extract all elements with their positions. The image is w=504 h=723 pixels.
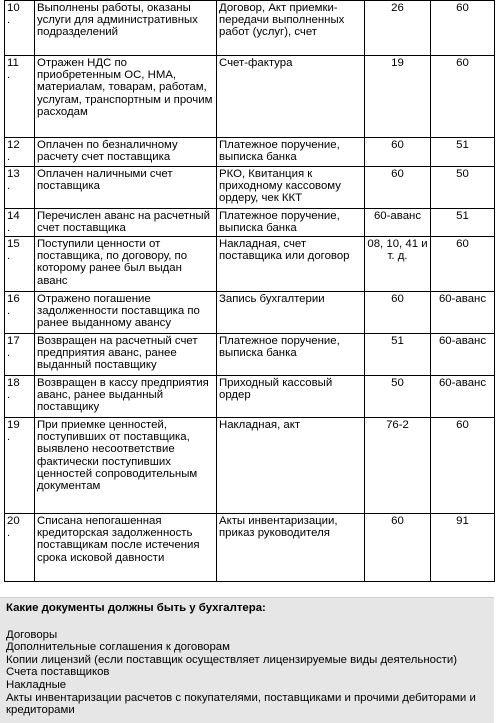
required-documents-list <box>6 629 490 717</box>
source-document: Платежное поручение, выписка банка <box>217 138 365 167</box>
row-number: 10 . <box>5 1 35 56</box>
operation-description: Оплачен наличными счет поставщика <box>35 167 217 209</box>
source-document: Счет-фактура <box>217 56 365 138</box>
operation-description: При приемке ценностей, поступивших от поставщика, выявлено несоответствие фактически поступивших ценностей сопроводительным документам <box>35 418 217 514</box>
operation-description: Отражен НДС по приобретенным ОС, НМА, материалам, товарам, работам, услугам, транспортным и прочим расходам <box>35 56 217 138</box>
credit-account: 60-аванс <box>431 334 495 376</box>
source-document: РКО, Квитанция к приходному кассовому ордеру, чек ККТ <box>217 167 365 209</box>
list-item: Счета поставщиков <box>6 666 110 679</box>
row-number: 15 . <box>5 237 35 292</box>
source-document: Запись бухгалтерии <box>217 292 365 334</box>
credit-account: 60 <box>431 1 495 56</box>
table-row <box>5 167 495 209</box>
required-documents-heading: Какие документы должны быть у бухгалтера: <box>6 602 266 614</box>
table-row <box>5 1 495 56</box>
debit-account: 60 <box>365 138 431 167</box>
row-number: 16 . <box>5 292 35 334</box>
table-row <box>5 376 495 418</box>
row-number: 13 . <box>5 167 35 209</box>
list-item: Накладные <box>6 678 67 691</box>
table-row <box>5 237 495 292</box>
row-number: 11 . <box>5 56 35 138</box>
operation-description: Возвращен в кассу предприятия аванс, ранее выданный поставщику <box>35 376 217 418</box>
credit-account: 91 <box>431 514 495 582</box>
debit-account: 19 <box>365 56 431 138</box>
debit-account: 08, 10, 41 и т. д. <box>365 237 431 292</box>
source-document: Платежное поручение, выписка банка <box>217 334 365 376</box>
list-item: Дополнительные соглашения к договорам <box>6 641 230 654</box>
credit-account: 51 <box>431 209 495 237</box>
operation-description: Списана непогашенная кредиторская задолженность поставщикам после истечения срока исковой давности <box>35 514 217 582</box>
row-number: 12 . <box>5 138 35 167</box>
credit-account: 60 <box>431 237 495 292</box>
row-number: 20 . <box>5 514 35 582</box>
debit-account: 60-аванс <box>365 209 431 237</box>
debit-account: 26 <box>365 1 431 56</box>
source-document: Акты инвентаризации, приказ руководителя <box>217 514 365 582</box>
list-item: Договоры <box>6 628 58 641</box>
operation-description: Перечислен аванс на расчетный счет поставщика <box>35 209 217 237</box>
debit-account: 50 <box>365 376 431 418</box>
required-documents-box <box>0 597 494 723</box>
list-item: Копии лицензий (если поставщик осуществляет лицензируемые виды деятельности) <box>6 653 458 666</box>
table-row <box>5 292 495 334</box>
accounting-entries-table <box>4 0 495 582</box>
operation-description: Оплачен по безналичному расчету счет поставщика <box>35 138 217 167</box>
source-document: Платежное поручение, выписка банка <box>217 209 365 237</box>
credit-account: 50 <box>431 167 495 209</box>
credit-account: 60 <box>431 418 495 514</box>
debit-account: 51 <box>365 334 431 376</box>
source-document: Накладная, акт <box>217 418 365 514</box>
row-number: 14 . <box>5 209 35 237</box>
table-row <box>5 209 495 237</box>
row-number: 17 . <box>5 334 35 376</box>
table-row <box>5 418 495 514</box>
row-number: 18 . <box>5 376 35 418</box>
credit-account: 60 <box>431 56 495 138</box>
credit-account: 51 <box>431 138 495 167</box>
debit-account: 76-2 <box>365 418 431 514</box>
operation-description: Отражено погашение задолженности поставщика по ранее выданному авансу <box>35 292 217 334</box>
debit-account: 60 <box>365 292 431 334</box>
debit-account: 60 <box>365 167 431 209</box>
table-row <box>5 514 495 582</box>
source-document: Приходный кассовый ордер <box>217 376 365 418</box>
table-row <box>5 56 495 138</box>
table-row <box>5 138 495 167</box>
debit-account: 60 <box>365 514 431 582</box>
credit-account: 60-аванс <box>431 292 495 334</box>
operation-description: Выполнены работы, оказаны услуги для административных подразделений <box>35 1 217 56</box>
credit-account: 60-аванс <box>431 376 495 418</box>
row-number: 19 . <box>5 418 35 514</box>
operation-description: Возвращен на расчетный счет предприятия аванс, ранее выданный поставщику <box>35 334 217 376</box>
table-row <box>5 334 495 376</box>
operation-description: Поступили ценности от поставщика, по договору, по которому ранее был выдан аванс <box>35 237 217 292</box>
source-document: Накладная, счет поставщика или договор <box>217 237 365 292</box>
source-document: Договор, Акт приемки-передачи выполненных работ (услуг), счет <box>217 1 365 56</box>
list-item: Акты инвентаризации расчетов с покупателями, поставщиками и прочими дебиторами и кредиторами <box>6 691 476 717</box>
